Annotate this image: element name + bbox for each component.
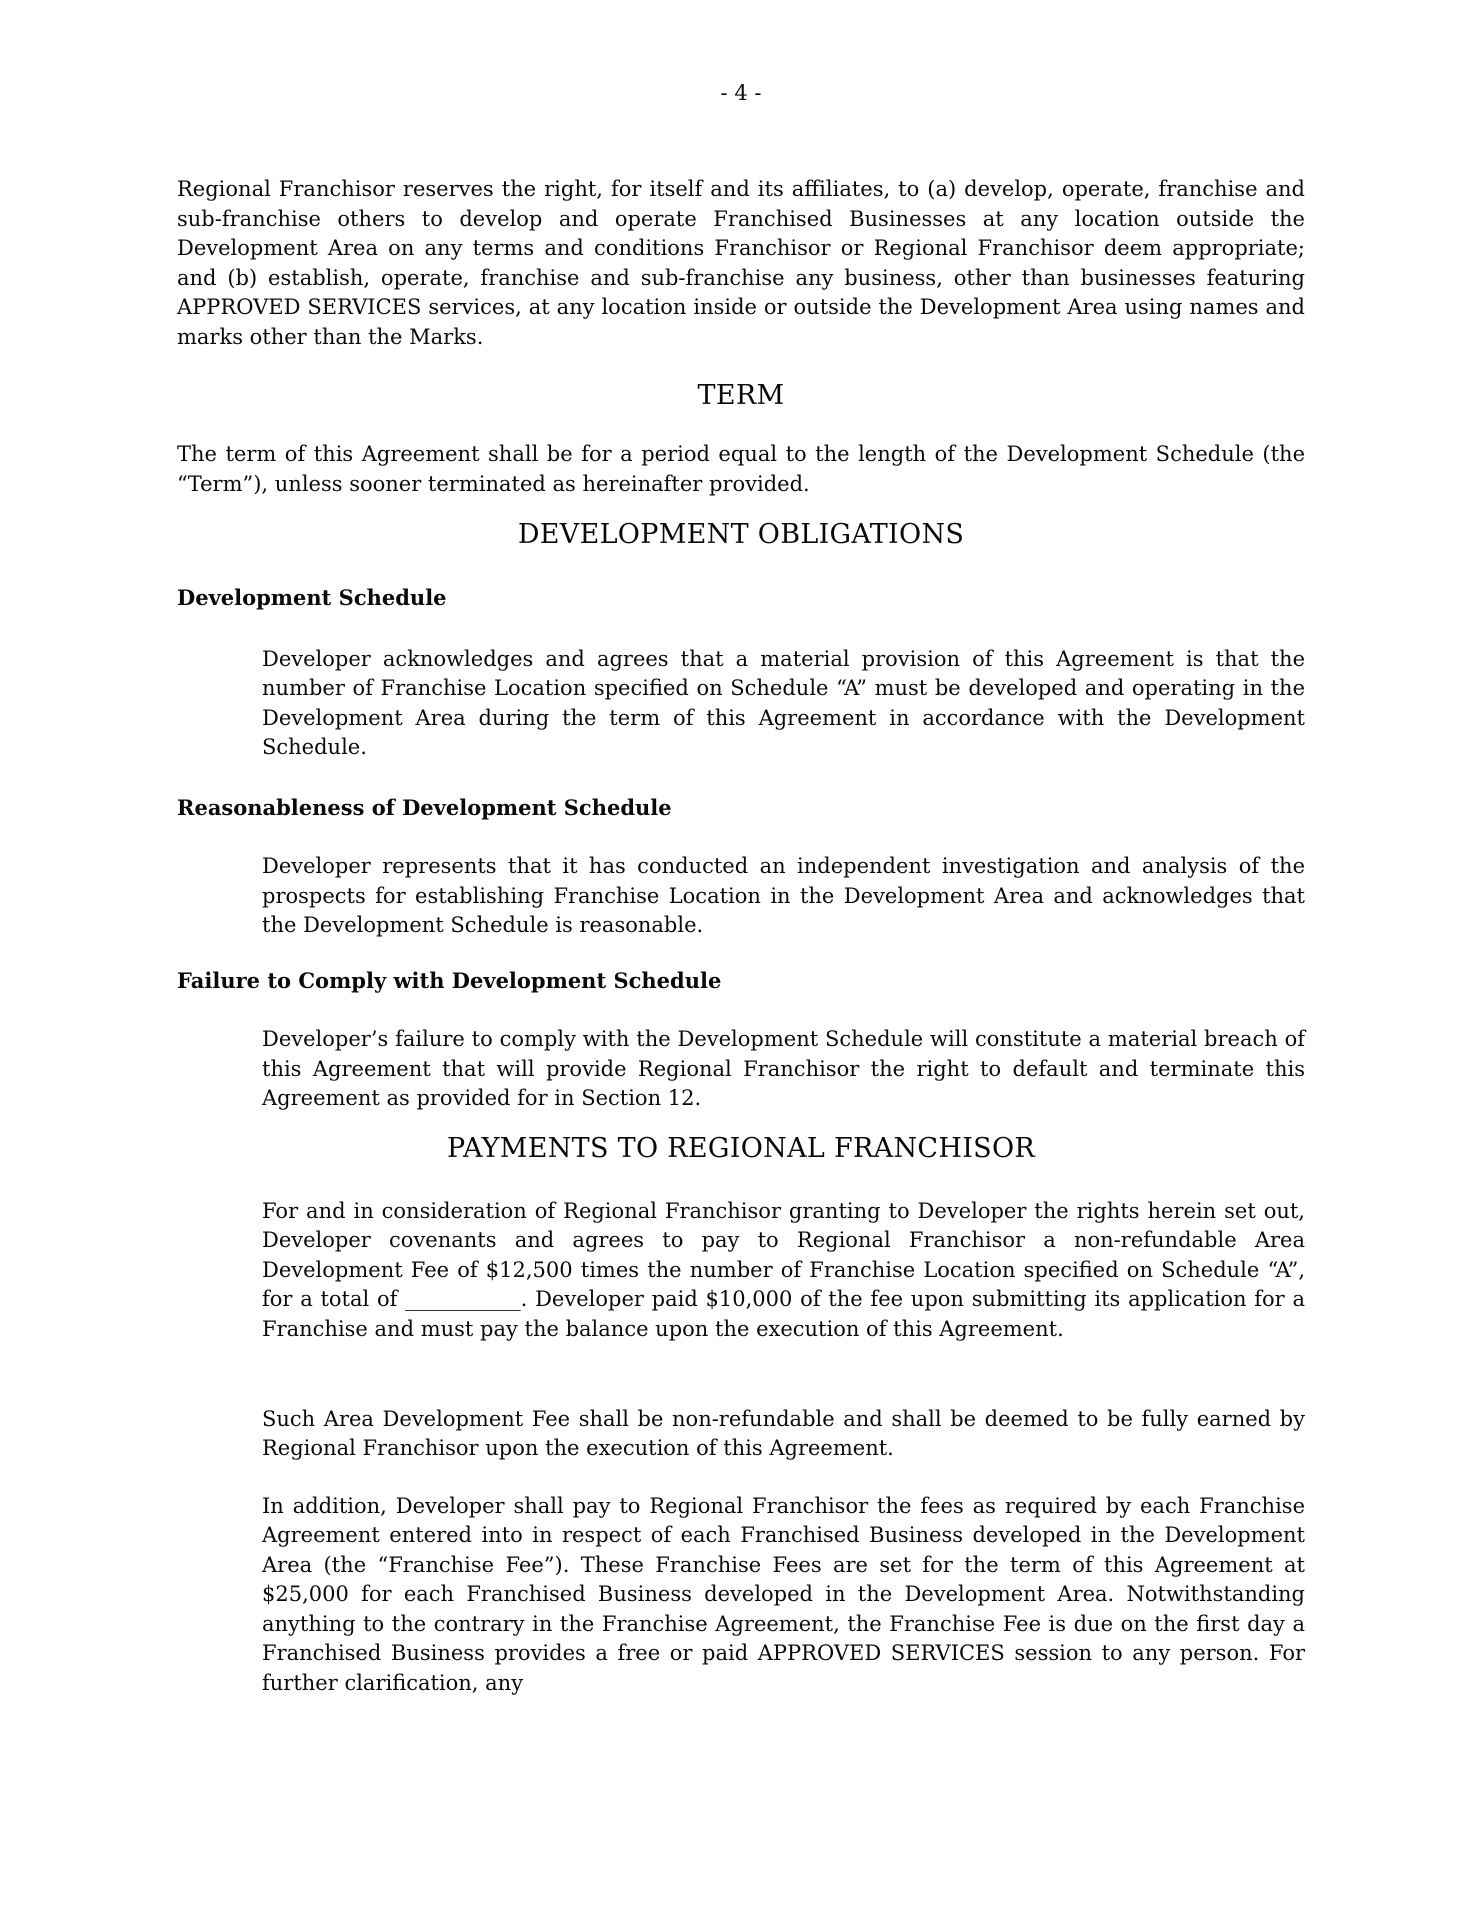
body-paragraph: For and in consideration of Regional Franchisor granting to Developer the rights herein set out, Developer covenants and agrees to pay to Regional Franchisor a non-refundable Area Development Fee of $12,500 times the number of Franchise Location specified on Schedule “A”, for a total of ___________. Developer paid $10,000 of the fee upon submitting its application for a Franchise and must pay the balance upon the execution of this Agreement.	[262, 1198, 1305, 1341]
sub-heading-reasonableness: Reasonableness of Development Schedule	[177, 794, 672, 820]
section-heading-development-obligations: DEVELOPMENT OBLIGATIONS	[517, 519, 965, 550]
body-paragraph: In addition, Developer shall pay to Regional Franchisor the fees as required by each Franchise Agreement entered into in respect of each Franchised Business developed in the Development Area (the “Franchise Fee”). These Franchise Fees are set for the term of this Agreement at $25,000 for each Franchised Business developed in the Development Area. Notwithstanding anything to the contrary in the Franchise Agreement, the Franchise Fee is due on the first day a Franchised Business provides a free or paid APPROVED SERVICES session to any person. For further clarification, any	[262, 1493, 1305, 1695]
document-content	[177, 0, 1305, 1728]
body-paragraph: Developer acknowledges and agrees that a material provision of this Agreement is that the number of Franchise Location specified on Schedule “A” must be developed and operating in the Development Area during the term of this Agreement in accordance with the Development Schedule.	[262, 646, 1305, 759]
section-heading-payments: PAYMENTS TO REGIONAL FRANCHISOR	[446, 1132, 1036, 1164]
body-paragraph: Developer represents that it has conducted an independent investigation and analysis of the prospects for establishing Franchise Location in the Development Area and acknowledges that the Development Schedule is reasonable.	[262, 854, 1305, 937]
body-paragraph: Regional Franchisor reserves the right, for itself and its affiliates, to (a) develop, operate, franchise and sub-franchise others to develop and operate Franchised Businesses at any location outside the Development Area on any terms and conditions Franchisor or Regional Franchisor deem appropriate; and (b) establish, operate, franchise and sub-franchise any business, other than businesses featuring APPROVED SERVICES services, at any location inside or outside the Development Area using names and marks other than the Marks.	[177, 177, 1305, 349]
sub-heading-failure-to-comply: Failure to Comply with Development Schedule	[177, 967, 722, 993]
sub-heading-development-schedule: Development Schedule	[177, 585, 447, 610]
page-number: - 4 -	[720, 81, 762, 105]
section-heading-term: TERM	[697, 380, 785, 411]
body-paragraph: The term of this Agreement shall be for a period equal to the length of the Development Schedule (the “Term”), unless sooner terminated as hereinafter provided.	[177, 442, 1305, 496]
body-paragraph: Such Area Development Fee shall be non-refundable and shall be deemed to be fully earned by Regional Franchisor upon the execution of this Agreement.	[262, 1406, 1305, 1460]
body-paragraph: Developer’s failure to comply with the Development Schedule will constitute a material breach of this Agreement that will provide Regional Franchisor the right to default and terminate this Agreement as provided for in Section 12.	[262, 1027, 1305, 1110]
